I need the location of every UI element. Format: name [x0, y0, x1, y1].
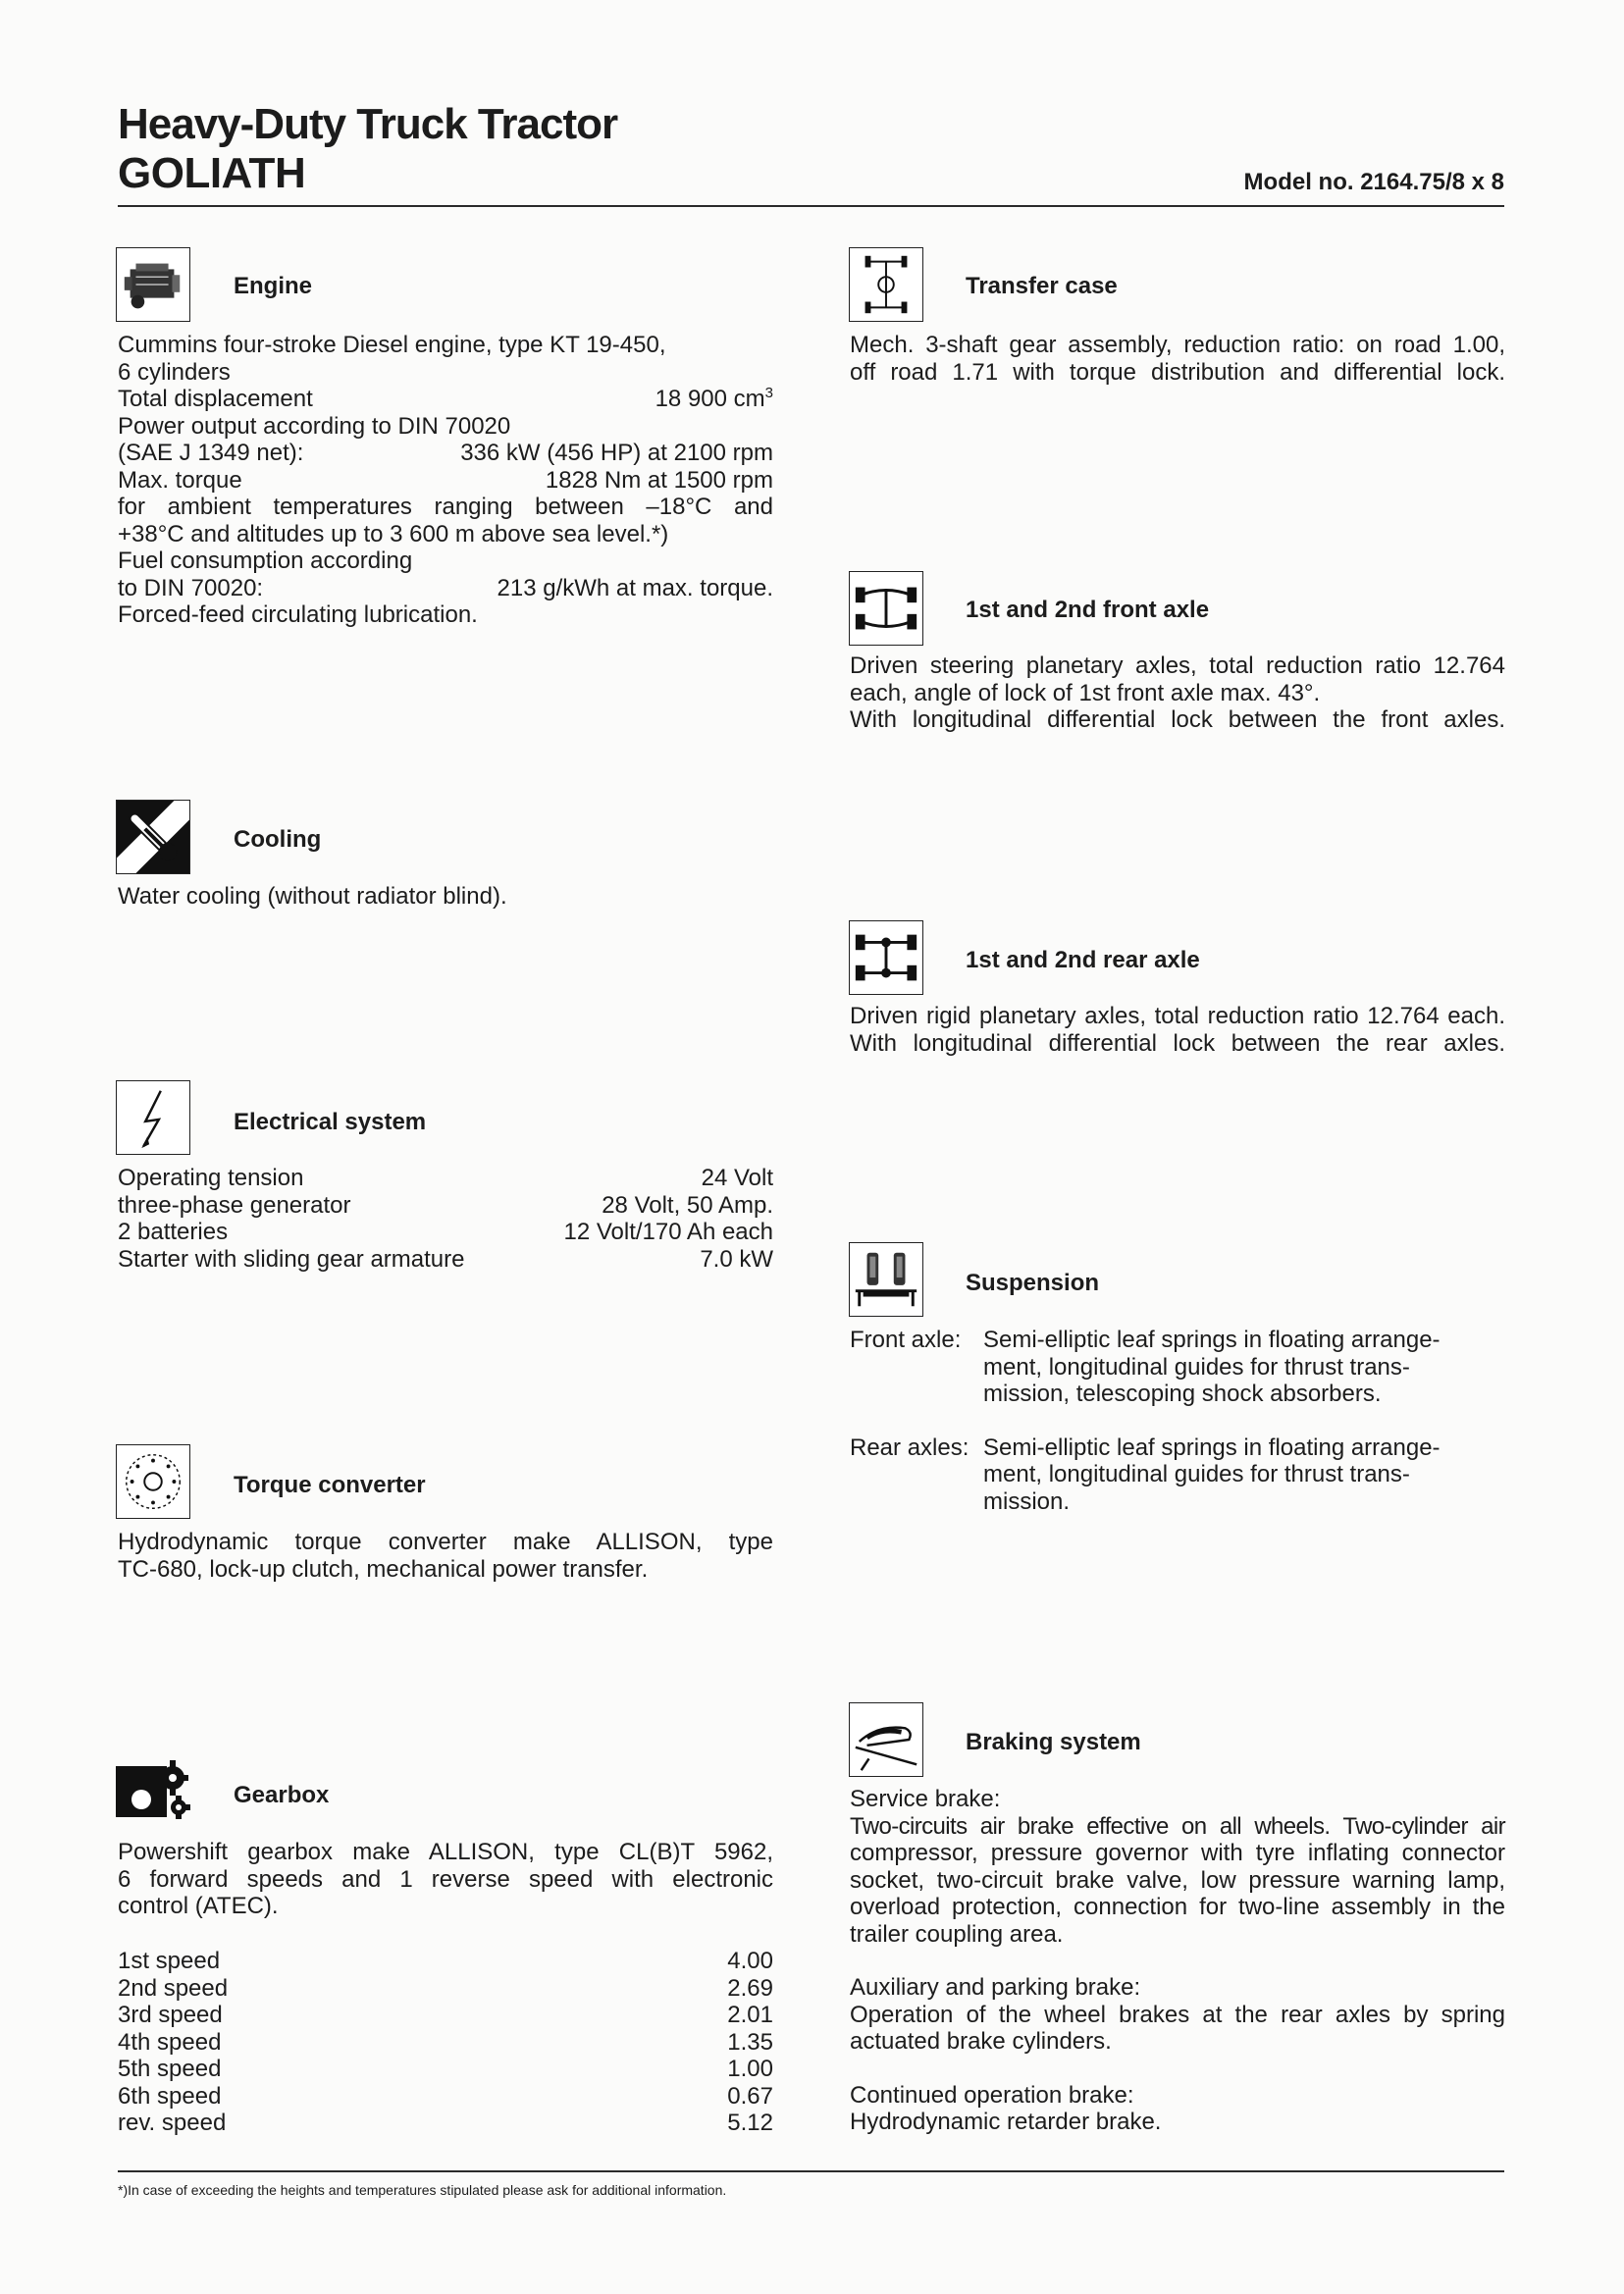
engine-heading: Engine	[234, 273, 313, 299]
gearbox-heading: Gearbox	[234, 1782, 330, 1808]
cooling-text: Water cooling (without radiator blind).	[118, 883, 507, 910]
engine-line: Cummins four-stroke Diesel engine, type KT 19-450,	[118, 332, 666, 358]
page-title-line2: GOLIATH	[118, 149, 306, 197]
fuel-value: 213 g/kWh at max. torque.	[497, 574, 773, 601]
braking-line: trailer coupling area.	[850, 1920, 1064, 1948]
engine-power-row	[118, 440, 773, 467]
speed-row: 2nd speed 2.69	[118, 1974, 773, 2002]
footer-divider	[118, 2170, 1504, 2172]
speed-row: 3rd speed 2.01	[118, 2002, 773, 2028]
rear-axle-icon	[849, 920, 923, 995]
braking-line: Hydrodynamic retarder brake.	[850, 2109, 1162, 2135]
gearbox-section	[118, 1839, 773, 1920]
torque-label: Max. torque	[118, 466, 242, 494]
displacement-value: 18 900 $cm^3$	[655, 385, 773, 412]
page-title-line1: Heavy-Duty Truck Tractor	[118, 100, 618, 148]
suspension-line: Semi-elliptic leaf springs in floating arrange-	[983, 1434, 1441, 1461]
braking-service-title: Service brake:	[850, 1786, 1001, 1812]
suspension-front-label: Front axle:	[850, 1327, 962, 1353]
front-axle-line: Driven steering planetary axles, total reduction ratio 12.764	[850, 652, 1505, 679]
rear-axle-heading: 1st and 2nd rear axle	[966, 947, 1200, 973]
torque-converter-line: TC-680, lock-up clutch, mechanical power transfer.	[118, 1555, 649, 1583]
torque-converter-line: Hydrodynamic torque converter make ALLISON, type	[118, 1529, 773, 1555]
suspension-line: Semi-elliptic leaf springs in floating arrange-	[983, 1327, 1441, 1353]
brake-pedal-icon	[849, 1702, 923, 1777]
engine-displacement-row	[118, 386, 773, 413]
transfer-case-line: off road 1.71 with torque distribution and differential lock.	[850, 358, 1505, 386]
electrical-row: 2 batteries 12 Volt/170 Ah each	[118, 1219, 773, 1245]
braking-line: compressor, pressure governor with tyre inflating connector	[850, 1840, 1505, 1866]
front-axle-heading: 1st and 2nd front axle	[966, 597, 1210, 623]
gearbox-line: control (ATEC).	[118, 1893, 279, 1919]
suspension-icon	[849, 1242, 923, 1317]
power-value: 336 kW (456 HP) at 2100 rpm	[460, 440, 773, 466]
electrical-row: Operating tension 24 Volt	[118, 1165, 773, 1191]
engine-section	[118, 332, 773, 629]
model-number: Model no. 2164.75/8 x 8	[1243, 169, 1504, 195]
speed-row: 5th speed 1.00	[118, 2056, 773, 2082]
torque-value: 1828 Nm at 1500 rpm	[545, 466, 773, 494]
rear-axle-line: With longitudinal differential lock between the rear axles.	[850, 1029, 1505, 1057]
power-label: (SAE J 1349 net):	[118, 440, 304, 466]
lightning-icon	[116, 1080, 190, 1155]
transfer-case-heading: Transfer case	[966, 273, 1118, 299]
engine-line: Forced-feed circulating lubrication.	[118, 601, 478, 628]
front-axle-section	[850, 652, 1505, 734]
front-axle-icon	[849, 571, 923, 646]
rear-axle-line: Driven rigid planetary axles, total reduction ratio 12.764 each.	[850, 1003, 1505, 1029]
transfer-case-section	[850, 332, 1505, 386]
braking-heading: Braking system	[966, 1729, 1141, 1755]
thermometer-icon	[116, 800, 190, 874]
braking-line: Operation of the wheel brakes at the rear axles by spring	[850, 2001, 1505, 2028]
engine-icon	[116, 247, 190, 322]
gears-icon	[116, 1756, 190, 1831]
suspension-line: mission, telescoping shock absorbers.	[983, 1381, 1382, 1407]
torque-converter-section	[118, 1529, 773, 1583]
front-axle-line: each, angle of lock of 1st front axle max. 43°.	[850, 679, 1321, 706]
suspension-front	[850, 1327, 1505, 1408]
front-axle-line: With longitudinal differential lock between the front axles.	[850, 706, 1505, 733]
engine-line: 6 cylinders	[118, 358, 231, 386]
braking-line: Two-circuits air brake effective on all wheels. Two-cylinder air	[850, 1812, 1505, 1840]
gearbox-line: Powershift gearbox make ALLISON, type CL(B)T 5962,	[118, 1839, 773, 1865]
braking-cont-title: Continued operation brake:	[850, 2081, 1134, 2109]
engine-torque-row	[118, 467, 773, 495]
rear-axle-section	[850, 1003, 1505, 1057]
gearbox-speed-table	[118, 1948, 773, 2137]
suspension-section	[850, 1327, 1505, 1515]
engine-line: for ambient temperatures ranging between –18°C and	[118, 494, 773, 520]
header-divider	[118, 205, 1504, 207]
electrical-row: three-phase generator 28 Volt, 50 Amp.	[118, 1191, 773, 1219]
suspension-heading: Suspension	[966, 1270, 1100, 1296]
transfer-case-line: Mech. 3-shaft gear assembly, reduction ratio: on road 1.00,	[850, 332, 1505, 358]
transfer-case-icon	[849, 247, 923, 322]
fuel-label: to DIN 70020:	[118, 574, 264, 601]
displacement-label: Total displacement	[118, 386, 313, 412]
engine-line: Fuel consumption according	[118, 547, 413, 574]
suspension-line: ment, longitudinal guides for thrust trans-	[983, 1461, 1410, 1487]
engine-fuel-row	[118, 575, 773, 602]
suspension-rear	[850, 1434, 1505, 1516]
braking-line: socket, two-circuit brake valve, low pressure warning lamp,	[850, 1866, 1505, 1894]
braking-line: overload protection, connection for two-line assembly in the	[850, 1894, 1505, 1920]
electrical-heading: Electrical system	[234, 1109, 427, 1135]
engine-line: Power output according to DIN 70020	[118, 412, 511, 440]
suspension-line: mission.	[983, 1487, 1071, 1515]
torque-converter-heading: Torque converter	[234, 1472, 426, 1498]
speed-row: 1st speed 4.00	[118, 1948, 773, 1974]
torque-converter-icon	[116, 1444, 190, 1519]
speed-row: 6th speed 0.67	[118, 2082, 773, 2110]
engine-line: +38°C and altitudes up to 3 600 m above sea level.*)	[118, 520, 669, 547]
speed-row: 4th speed 1.35	[118, 2028, 773, 2056]
electrical-table	[118, 1165, 773, 1273]
electrical-row: Starter with sliding gear armature 7.0 kW	[118, 1245, 773, 1273]
footnote: *)In case of exceeding the heights and temperatures stipulated please ask for additional information.	[118, 2182, 727, 2198]
gearbox-line: 6 forward speeds and 1 reverse speed with electronic	[118, 1865, 773, 1893]
speed-row: rev. speed 5.12	[118, 2110, 773, 2136]
cooling-heading: Cooling	[234, 826, 322, 853]
braking-section	[850, 1786, 1505, 2136]
suspension-line: ment, longitudinal guides for thrust trans-	[983, 1353, 1410, 1381]
suspension-rear-label: Rear axles:	[850, 1434, 969, 1461]
braking-aux-title: Auxiliary and parking brake:	[850, 1974, 1141, 2001]
braking-line: actuated brake cylinders.	[850, 2028, 1112, 2055]
